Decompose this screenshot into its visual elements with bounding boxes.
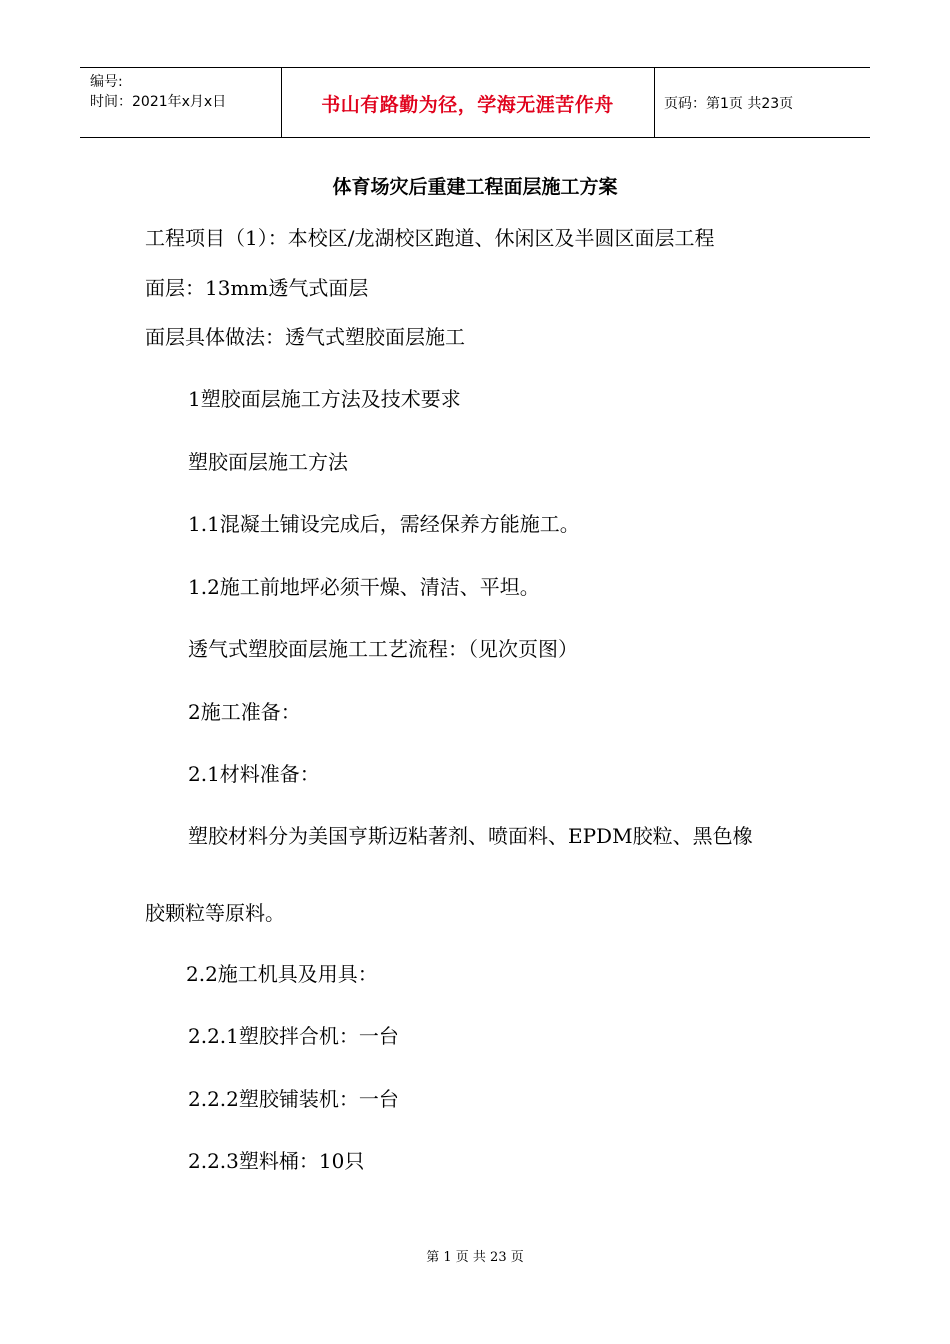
body-line: 2施工准备：	[188, 700, 301, 724]
date-line: 时间：2021年x月x日	[90, 94, 227, 110]
body-line: 2.2.2塑胶铺装机：一台	[188, 1087, 399, 1111]
body-line: 1塑胶面层施工方法及技术要求	[188, 387, 461, 411]
body-line: 透气式塑胶面层施工工艺流程：（见次页图）	[188, 637, 578, 661]
body-line: 2.1材料准备：	[188, 762, 320, 786]
body-line: 2.2.1塑胶拌合机：一台	[188, 1024, 399, 1048]
body-line: 塑胶面层施工方法	[188, 450, 348, 474]
header-table	[80, 67, 870, 138]
body-line: 2.2.3塑料桶：10只	[188, 1149, 365, 1173]
body-line: 面层具体做法：透气式塑胶面层施工	[145, 325, 465, 349]
body-line: 胶颗粒等原料。	[145, 901, 285, 925]
header-left-cell	[90, 72, 226, 112]
document-title: 体育场灾后重建工程面层施工方案	[332, 176, 618, 198]
body-line: 1.2施工前地坪必须干燥、清洁、平坦。	[188, 575, 540, 599]
body-line: 塑胶材料分为美国亨斯迈粘著剂、喷面料、EPDM胶粒、黑色橡	[188, 824, 753, 848]
motto: 书山有路勤为径，学海无涯苦作舟	[321, 94, 614, 116]
page-footer: 第 1 页 共 23 页	[426, 1250, 524, 1265]
body-line: 面层：13mm透气式面层	[145, 276, 369, 300]
body-line: 1.1混凝土铺设完成后，需经保养方能施工。	[188, 512, 580, 536]
page-code: 页码：第1页 共23页	[664, 96, 794, 112]
header-divider	[654, 68, 655, 137]
body-line: 2.2施工机具及用具：	[186, 962, 378, 986]
body-line: 工程项目（1）：本校区/龙湖校区跑道、休闲区及半圆区面层工程	[145, 226, 715, 250]
number-label: 编号:	[90, 74, 123, 90]
